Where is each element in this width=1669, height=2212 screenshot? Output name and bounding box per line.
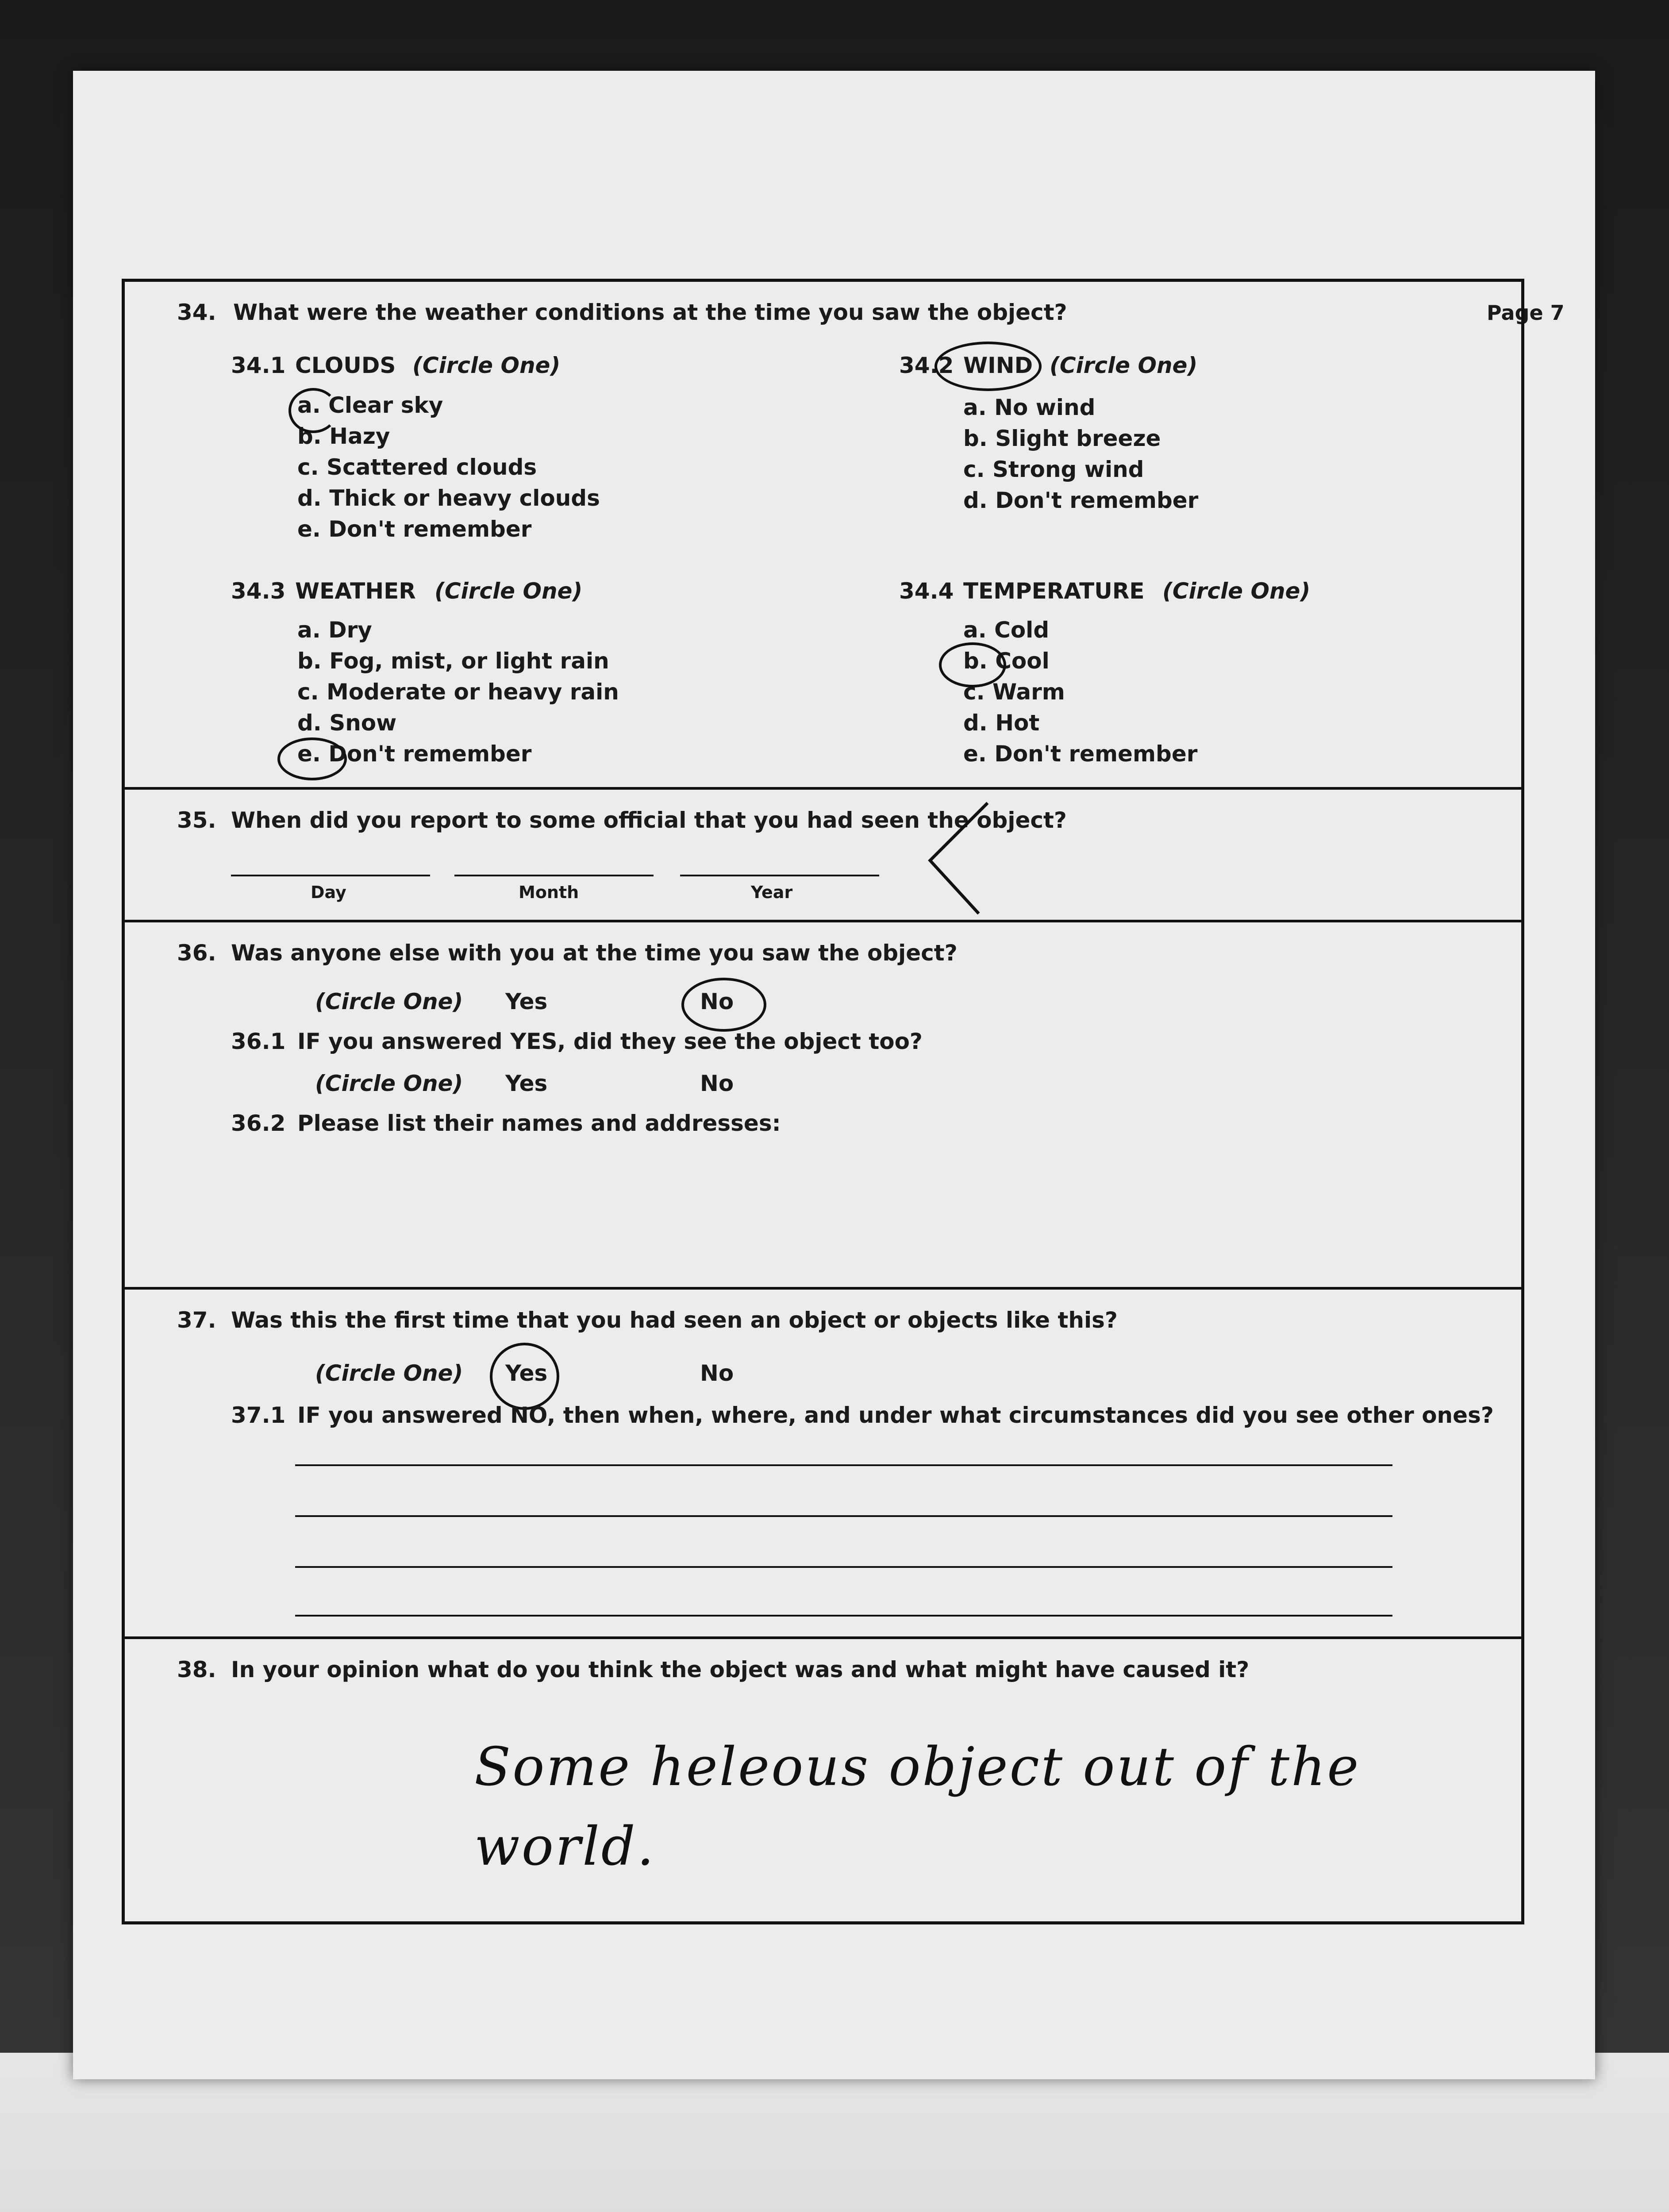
handwritten-circle-mark [288,388,338,433]
q37-1-question: IF you answered NO, then when, where, and under what circumstances did you see other ones? [297,1402,1494,1428]
month-field[interactable] [454,875,654,876]
wind-option[interactable]: b. Slight breeze [963,426,1161,451]
q36-instruction: (Circle One) [315,989,463,1014]
q36-1-number: 36.1 [231,1029,286,1054]
section-37 [125,1290,1521,1639]
weather-option[interactable]: d. Snow [297,710,397,736]
q37-yes[interactable]: Yes [505,1360,548,1386]
q35-number: 35. [177,807,216,833]
handwritten-circle-mark [490,1343,559,1410]
q34-3-number: 34.3 [231,578,286,604]
q36-2-question: Please list their names and addresses: [297,1110,781,1136]
year-label: Year [751,883,793,902]
q36-1-instruction: (Circle One) [315,1071,463,1096]
q34-1-number: 34.1 [231,353,286,378]
answer-line[interactable] [295,1615,1392,1617]
weather-option[interactable]: a. Dry [297,617,372,643]
q36-1-no[interactable]: No [700,1071,734,1096]
q37-instruction: (Circle One) [315,1360,463,1386]
year-field[interactable] [680,875,879,876]
temperature-option[interactable]: c. Warm [963,679,1065,705]
weather-option[interactable]: c. Moderate or heavy rain [297,679,619,705]
handwritten-bracket-mark [921,799,992,918]
q34-2-instruction: (Circle One) [1050,353,1198,378]
q34-1-instruction: (Circle One) [412,353,561,378]
handwritten-circle-mark [277,737,347,780]
temperature-option[interactable]: e. Don't remember [963,741,1198,767]
clouds-option[interactable]: b. Hazy [297,423,390,449]
handwritten-answer-line-1: Some heleous object out of the [474,1736,1361,1798]
clouds-option[interactable]: a. Clear sky [297,392,443,418]
q34-4-title: TEMPERATURE [963,578,1145,604]
month-label: Month [519,883,579,902]
q36-question: Was anyone else with you at the time you saw the object? [231,940,958,966]
handwritten-circle-mark [934,342,1042,391]
handwritten-circle-mark [681,978,766,1032]
q38-number: 38. [177,1657,216,1682]
q38-question: In your opinion what do you think the object was and what might have caused it? [231,1657,1250,1682]
weather-option[interactable]: e. Don't remember [297,741,532,767]
q34-3-title: WEATHER [295,578,416,604]
weather-option[interactable]: b. Fog, mist, or light rain [297,648,609,674]
day-field[interactable] [231,875,430,876]
q36-1-question: IF you answered YES, did they see the object too? [297,1029,923,1054]
q37-1-number: 37.1 [231,1402,286,1428]
q34-question: What were the weather conditions at the time you saw the object? [233,300,1067,325]
section-34 [125,282,1521,790]
q37-question: Was this the first time that you had seen an object or objects like this? [231,1307,1118,1333]
wind-option[interactable]: a. No wind [963,395,1096,420]
q36-2-number: 36.2 [231,1110,286,1136]
q34-number: 34. [177,300,216,325]
handwritten-answer-line-2: world. [474,1816,656,1878]
day-label: Day [311,883,346,902]
wind-option[interactable]: d. Don't remember [963,488,1199,513]
handwritten-circle-mark [939,642,1006,687]
answer-line[interactable] [295,1566,1392,1568]
temperature-option[interactable]: b. Cool [963,648,1050,674]
q34-2-number: 34.2 [899,353,954,378]
section-35 [125,790,1521,922]
wind-option[interactable]: c. Strong wind [963,457,1144,482]
page-number: Page 7 [1487,301,1565,325]
q37-number: 37. [177,1307,216,1333]
q36-1-yes[interactable]: Yes [505,1071,548,1096]
q36-yes[interactable]: Yes [505,989,548,1014]
clouds-option[interactable]: e. Don't remember [297,516,532,542]
temperature-option[interactable]: a. Cold [963,617,1050,643]
section-36 [125,922,1521,1290]
q34-4-number: 34.4 [899,578,954,604]
q34-2-title: WIND [963,353,1033,378]
section-38 [125,1639,1521,1922]
answer-line[interactable] [295,1464,1392,1466]
clouds-option[interactable]: c. Scattered clouds [297,454,537,480]
q34-3-instruction: (Circle One) [435,578,583,604]
answer-line[interactable] [295,1515,1392,1517]
q37-no[interactable]: No [700,1360,734,1386]
q35-question: When did you report to some official that you had seen the object? [231,807,1067,833]
q36-number: 36. [177,940,216,966]
q36-no[interactable]: No [700,989,734,1014]
clouds-option[interactable]: d. Thick or heavy clouds [297,485,600,511]
temperature-option[interactable]: d. Hot [963,710,1040,736]
questionnaire-form [122,279,1524,1924]
q34-1-title: CLOUDS [295,353,396,378]
q34-4-instruction: (Circle One) [1162,578,1311,604]
